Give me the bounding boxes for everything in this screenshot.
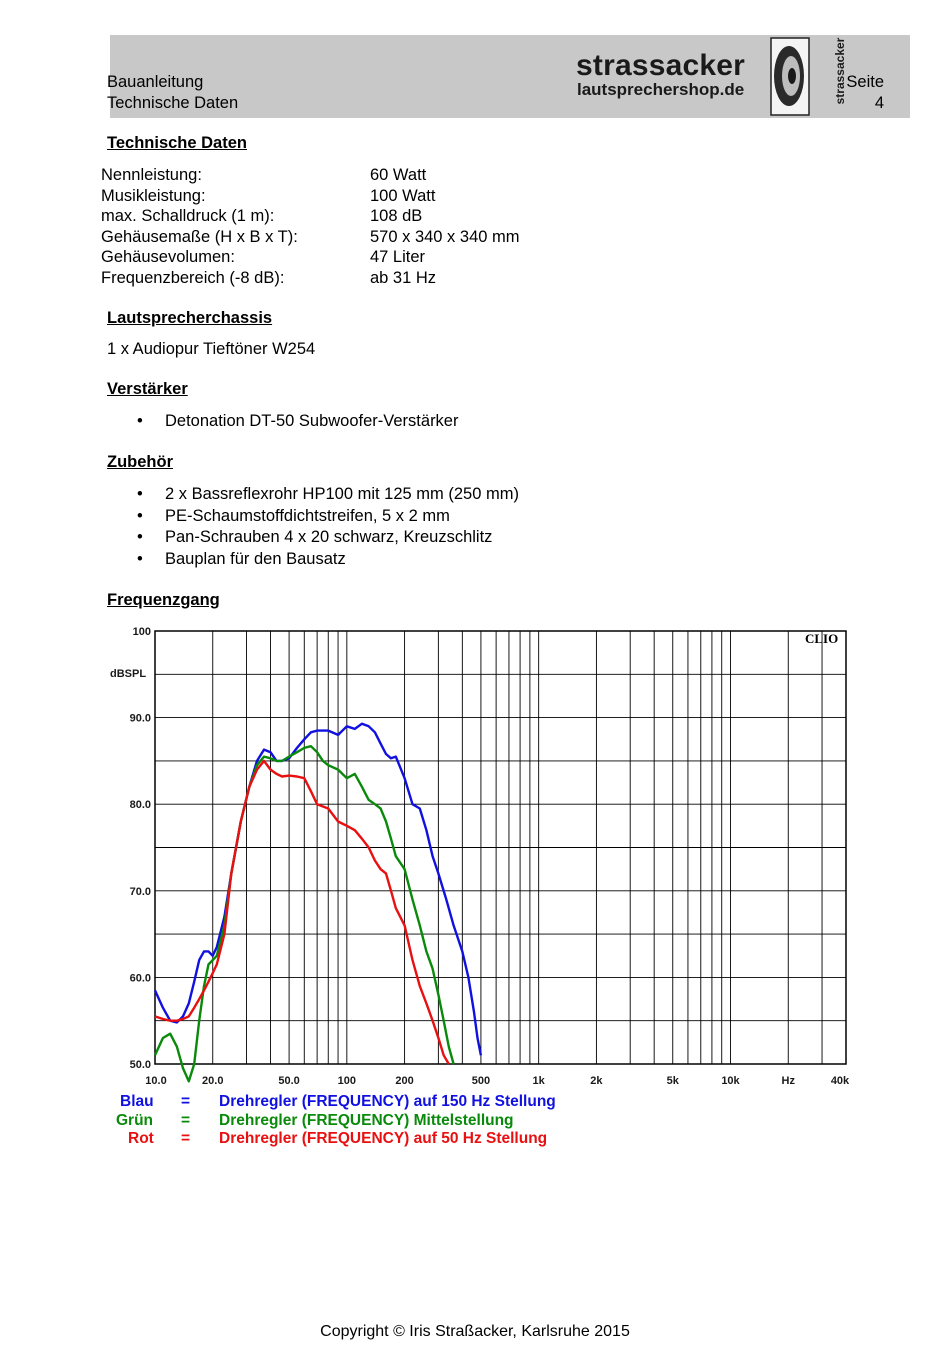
bullet-icon: • — [137, 550, 143, 568]
x-tick-label: 10k — [721, 1075, 740, 1087]
legend-blue-desc: Drehregler (FREQUENCY) auf 150 Hz Stellung — [219, 1093, 556, 1110]
spec-label: Frequenzbereich (-8 dB): — [101, 268, 285, 287]
bullet-icon: • — [137, 507, 143, 525]
spec-value: 60 Watt — [370, 166, 427, 184]
logo-url: lautsprechershop.de — [577, 80, 745, 99]
y-axis-label: dBSPL — [110, 668, 147, 680]
spec-value: 108 dB — [370, 207, 423, 225]
legend-red-name: Rot — [128, 1130, 154, 1147]
response-heading: Frequenzgang — [107, 591, 220, 609]
x-tick-label: 20.0 — [202, 1075, 224, 1087]
chassis-heading: Lautsprecherchassis — [107, 309, 273, 327]
header-title-line2: Technische Daten — [107, 94, 239, 112]
spec-value: 570 x 340 x 340 mm — [370, 227, 520, 246]
legend-red-eq: = — [181, 1130, 191, 1147]
y-tick-label: 80.0 — [129, 799, 151, 812]
spec-value: ab 31 Hz — [370, 268, 437, 287]
legend-blue-eq: = — [181, 1093, 191, 1110]
y-tick-label: 100 — [132, 626, 151, 638]
legend-blue-name: Blau — [120, 1093, 154, 1110]
page-indicator — [838, 72, 884, 114]
bullet-icon: • — [137, 412, 143, 430]
spec-label: Gehäusevolumen: — [101, 248, 235, 266]
bullet-icon: • — [137, 485, 143, 503]
x-tick-label: Hz — [781, 1075, 795, 1087]
accessory-item: 2 x Bassreflexrohr HP100 mit 125 mm (250 mm) — [165, 485, 519, 503]
legend-red-desc: Drehregler (FREQUENCY) auf 50 Hz Stellung — [219, 1130, 548, 1147]
header-title-line1: Bauanleitung — [107, 73, 204, 91]
x-tick-label: 200 — [395, 1075, 414, 1087]
y-tick-label: 50.0 — [129, 1059, 151, 1071]
x-tick-label: 1k — [532, 1075, 545, 1087]
legend-green-desc: Drehregler (FREQUENCY) Mittelstellung — [219, 1112, 514, 1129]
spec-value: 100 Watt — [370, 186, 436, 205]
x-tick-label: 5k — [666, 1075, 679, 1087]
spec-label: Musikleistung: — [101, 186, 206, 205]
accessory-item: Pan-Schrauben 4 x 20 schwarz, Kreuzschlitz — [165, 528, 493, 546]
frequency-response-chart — [100, 620, 860, 1100]
legend-green-eq: = — [181, 1112, 191, 1129]
copyright: Copyright © Iris Straßacker, Karlsruhe 2015 — [320, 1323, 630, 1340]
x-tick-label: 40k — [830, 1075, 850, 1087]
accessories-heading: Zubehör — [107, 453, 173, 471]
header-title — [107, 72, 238, 114]
tech-heading: Technische Daten — [107, 134, 247, 152]
x-tick-label: 100 — [337, 1075, 357, 1087]
x-tick-label: 500 — [471, 1075, 491, 1087]
spec-label: Nennleistung: — [101, 166, 202, 184]
chassis-text: 1 x Audiopur Tieftöner W254 — [107, 340, 316, 358]
spec-label: max. Schalldruck (1 m): — [101, 207, 275, 225]
accessory-item: PE-Schaumstoffdichtstreifen, 5 x 2 mm — [165, 507, 450, 525]
y-tick-label: 70.0 — [129, 885, 151, 898]
x-tick-label: 10.0 — [145, 1075, 167, 1087]
accessory-item: Bauplan für den Bausatz — [165, 550, 346, 568]
logo-name: strassacker — [576, 49, 746, 82]
speaker-logo-icon — [770, 37, 810, 116]
clio-brand: CLIO — [805, 631, 839, 646]
x-tick-label: 50.0 — [278, 1075, 300, 1087]
spec-value: 47 Liter — [370, 248, 426, 266]
spec-label: Gehäusemaße (H x B x T): — [101, 227, 298, 246]
chart-svg — [100, 620, 860, 1095]
y-tick-label: 60.0 — [129, 972, 151, 985]
bullet-icon: • — [137, 528, 143, 546]
page-label: Seite — [846, 73, 884, 91]
logo-vertical-text: strassacker — [833, 37, 847, 105]
amp-heading: Verstärker — [107, 380, 188, 398]
amp-item: Detonation DT-50 Subwoofer-Verstärker — [165, 412, 459, 430]
page-number: 4 — [874, 94, 884, 112]
x-tick-label: 2k — [590, 1075, 603, 1087]
legend-green-name: Grün — [116, 1112, 154, 1129]
y-tick-label: 90.0 — [129, 712, 151, 725]
